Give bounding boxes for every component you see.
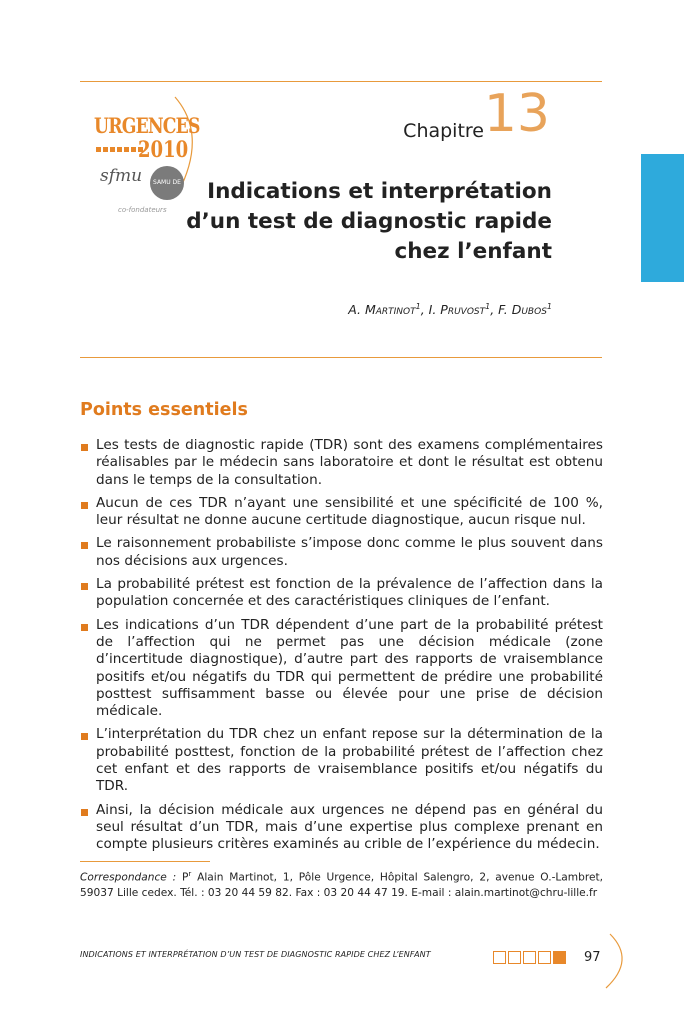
list-item: Aucun de ces TDR n’ayant une sensibilité et une spécificité de 100 %, leur résultat ne donne aucune certitude diagnostique, aucun risque nul. — [80, 495, 603, 530]
cofondateurs-label: co-fondateurs — [118, 206, 167, 214]
bullet-square-icon — [81, 502, 88, 509]
list-item: Ainsi, la décision médicale aux urgences ne dépend pas en général du seul résultat d’un TDR, mais d’une expertise plus complexe prenant en compte plusieurs critères examinés au crible de l’expérience du médecin. — [80, 802, 603, 854]
author-name: Pruvost — [440, 302, 486, 318]
title-line: Indications et interprétation — [207, 179, 552, 204]
list-item: Le raisonnement probabiliste s’impose donc comme le plus souvent dans nos décisions aux urgences. — [80, 535, 603, 570]
correspondence-footnote: Correspondance : $P^r$ Alain Martinot, 1, Pôle Urgence, Hôpital Salengro, 2, avenue O.-Lambret, 59037 Lille cedex. Tél. : 03 20 44 59 82. Fax : 03 20 44 47 19. E-mail : alain.martinot@chru-lille.fr — [80, 870, 603, 899]
list-item: Les tests de diagnostic rapide (TDR) sont des examens complémentaires réalisables par le médecin sans laboratoire et dont le résultat est obtenu dans le temps de la consultation. — [80, 437, 603, 489]
bullet-square-icon — [81, 809, 88, 816]
list-item: La probabilité prétest est fonction de la prévalence de l’affection dans la population concernée et des caractéristiques cliniques de l’enfant. — [80, 576, 603, 611]
points-essentiels-heading: Points essentiels — [80, 400, 248, 420]
logo-year: 2010 — [138, 137, 189, 163]
list-item: Les indications d’un TDR dépendent d’une part de la probabilité prétest de l’affection qui ne permet pas une décision médicale (zone d’incertitude diagnostique), d’autre part des rapports de vraisemblance positifs et/ou négatifs du TDR qui permettent de prédire une probabilité posttest suffisamment basse ou élevée pour une prise de décision médicale. — [80, 617, 603, 721]
header-bottom-rule — [80, 357, 602, 358]
title-line: d’un test de diagnostic rapide — [186, 209, 552, 234]
footer-squares-decoration — [493, 951, 566, 964]
bullet-square-icon — [81, 542, 88, 549]
bullet-square-icon — [81, 583, 88, 590]
chapter-title — [132, 177, 552, 267]
footnote-rule — [80, 861, 210, 862]
side-tab-marker — [641, 154, 684, 282]
points-list — [80, 437, 603, 860]
authors: A. Martinot$^1$, I. Pruvost$^1$, F. Dubos$^1$ — [348, 302, 552, 318]
page-number: 97 — [584, 950, 601, 965]
samu-logo: SAMU DE FRANCE — [150, 166, 184, 200]
top-rule — [80, 81, 602, 82]
bullet-square-icon — [81, 444, 88, 451]
chapter-label: Chapitre — [403, 120, 484, 142]
sfmu-logo: sfmu — [100, 166, 143, 186]
author-name: Dubos — [511, 302, 547, 318]
title-line: chez l’enfant — [394, 239, 552, 264]
bullet-square-icon — [81, 624, 88, 631]
chapter-number: 13 — [483, 84, 550, 144]
logo-squares — [96, 147, 143, 152]
author-name: Martinot — [364, 302, 416, 318]
list-item: L’interprétation du TDR chez un enfant repose sur la détermination de la probabilité posttest, fonction de la probabilité prétest de l’affection chez cet enfant et des rapports de vraisemblance positifs et/ou négatifs du TDR. — [80, 726, 603, 795]
running-title: INDICATIONS ET INTERPRÉTATION D’UN TEST DE DIAGNOSTIC RAPIDE CHEZ L’ENFANT — [80, 950, 431, 959]
logo-title: URGENCES — [94, 113, 200, 138]
bullet-square-icon — [81, 733, 88, 740]
